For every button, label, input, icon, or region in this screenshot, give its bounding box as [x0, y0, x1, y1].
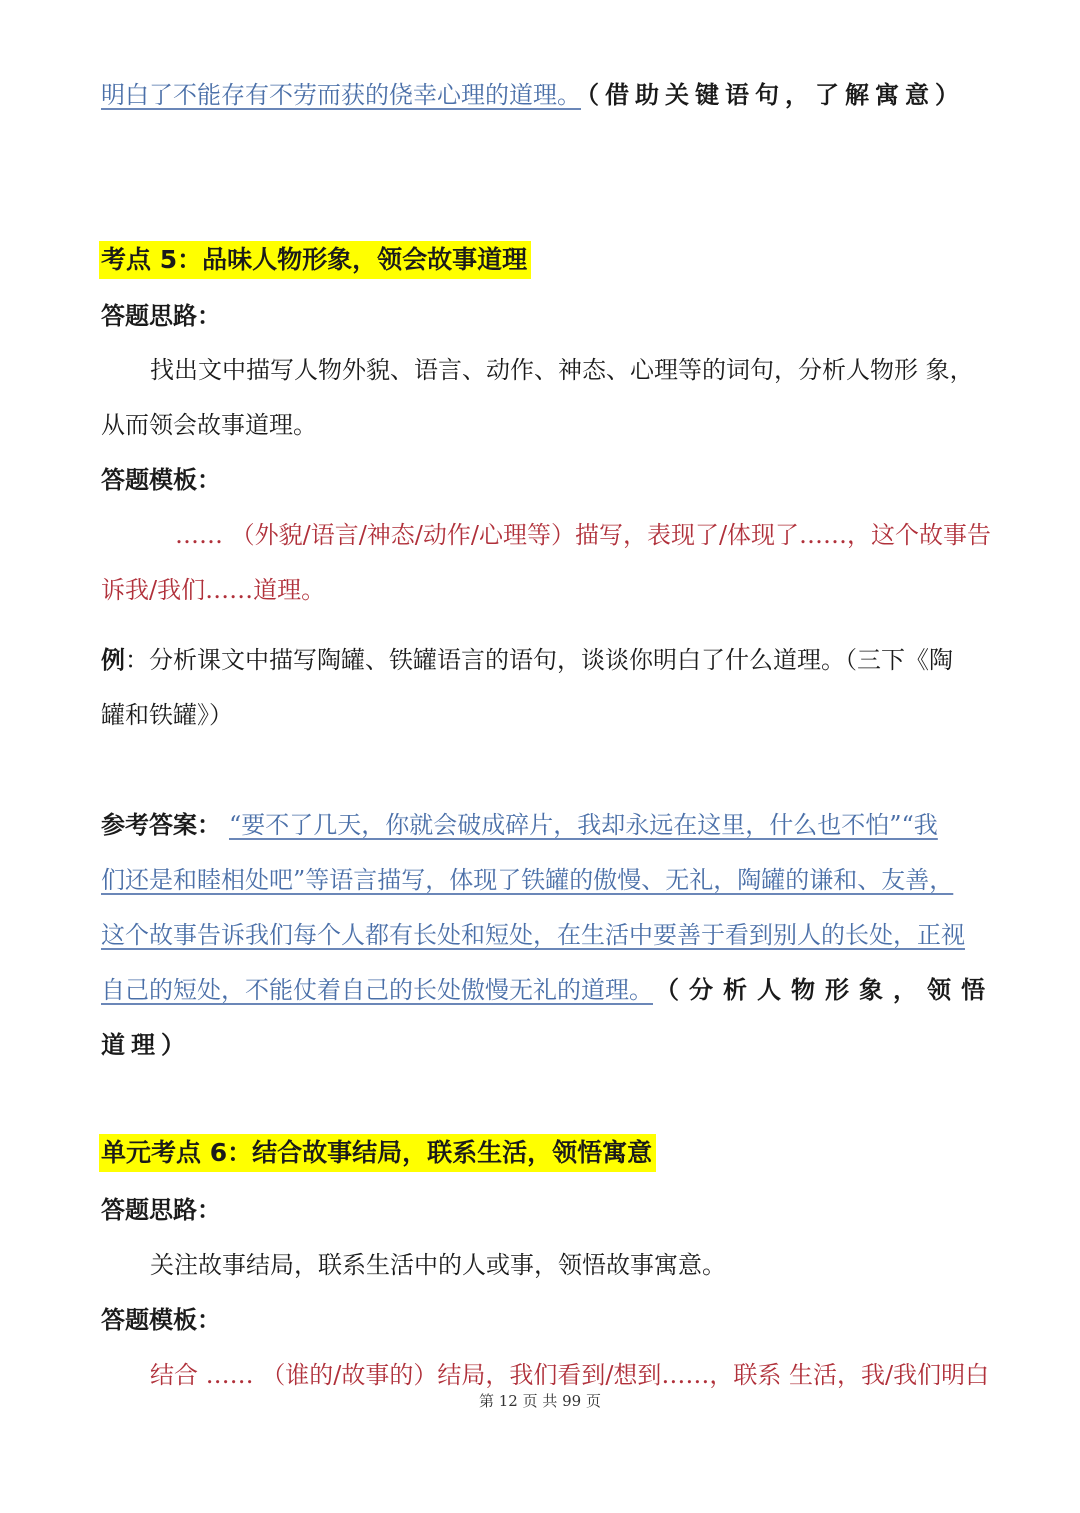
- section5-approach-line2: 从而领会故事道理。: [101, 411, 317, 439]
- section5-answer-line1: [101, 808, 938, 842]
- page-footer: 第 12 页 共 99 页: [478, 1392, 601, 1410]
- section5-answer-note-cont: 道理）: [101, 1031, 191, 1059]
- section5-template-line2: 诉我/我们……道理。: [101, 576, 326, 604]
- section6-heading: 单元考点 6：结合故事结局，联系生活，领悟寓意: [99, 1134, 656, 1172]
- section6-approach-label: 答题思路：: [101, 1196, 221, 1224]
- section5-heading: 考点 5：品味人物形象，领会故事道理: [99, 241, 531, 279]
- section5-answer-label: 参考答案：: [101, 811, 221, 839]
- section5-answer-line2: 们还是和睦相处吧”等语言描写，体现了铁罐的傲慢、无礼，陶罐的谦和、友善，: [101, 866, 954, 894]
- section5-example-text: ：分析课文中描写陶罐、铁罐语言的语句，谈谈你明白了什么道理。（三下《陶: [125, 646, 953, 674]
- section6-template-label: 答题模板：: [101, 1306, 221, 1334]
- section5-template-label: 答题模板：: [101, 466, 221, 494]
- intro-answer-tail: 明白了不能存有不劳而获的侥幸心理的道理。: [101, 81, 581, 109]
- section6-heading-line: [99, 1134, 656, 1172]
- section5-approach-label: 答题思路：: [101, 302, 221, 330]
- section6-template-line1: 结合 …… （谁的/故事的）结局，我们看到/想到……，联系 生活，我/我们明白: [150, 1361, 990, 1389]
- section5-answer-text1: “要不了几天，你就会破成碎片，我却永远在这里，什么也不怕”“我: [229, 811, 938, 839]
- intro-line: [101, 78, 965, 112]
- intro-method-note: （借助关键语句，了解寓意）: [587, 81, 965, 109]
- section5-heading-line: [99, 241, 531, 279]
- section5-example-label: 例: [101, 646, 125, 674]
- section6-approach-line1: 关注故事结局，联系生活中的人或事，领悟故事寓意。: [150, 1251, 726, 1279]
- section5-answer-line4: [101, 973, 995, 1007]
- section5-answer-line3: 这个故事告诉我们每个人都有长处和短处，在生活中要善于看到别人的长处，正视: [101, 921, 965, 949]
- section5-answer-note: （分析人物形象，领悟: [667, 976, 995, 1004]
- section5-answer-text4: 自己的短处，不能仗着自己的长处傲慢无礼的道理。: [101, 976, 653, 1004]
- section5-example-line1: [101, 643, 953, 677]
- section5-approach-line1: 找出文中描写人物外貌、语言、动作、神态、心理等的词句，分析人物形 象，: [150, 356, 974, 384]
- section5-example-line2: 罐和铁罐》）: [101, 701, 233, 729]
- section5-template-line1: …… （外貌/语言/神态/动作/心理等）描写，表现了/体现了……，这个故事告: [175, 521, 992, 549]
